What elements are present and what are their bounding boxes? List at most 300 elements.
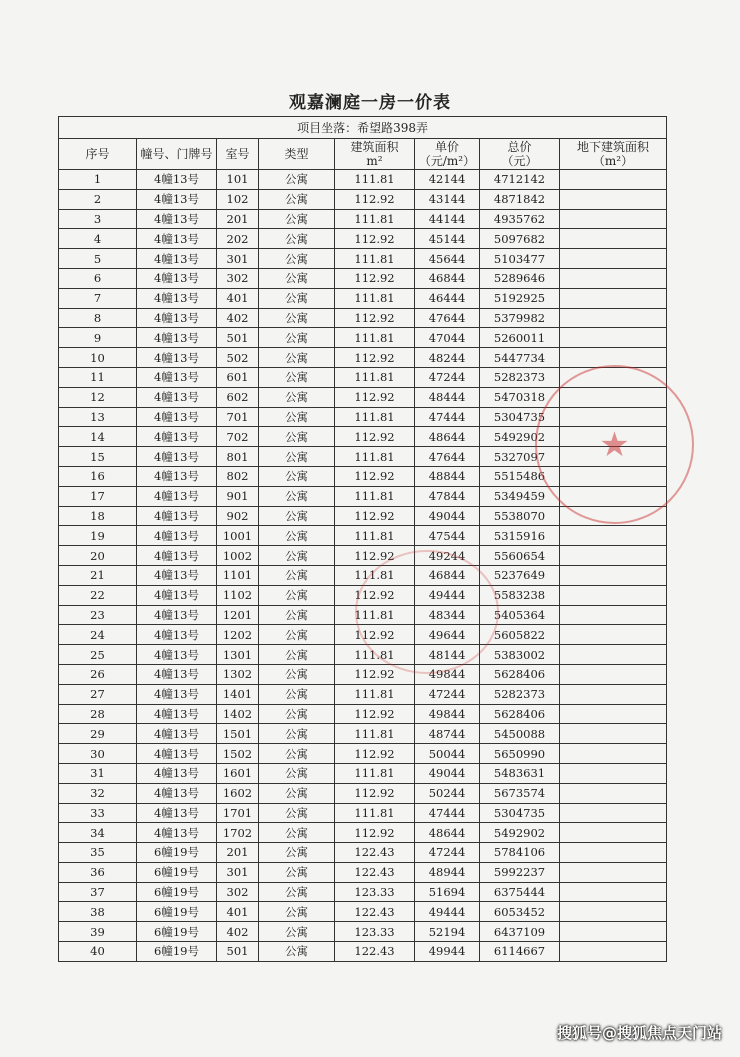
column-header: 序号 (59, 139, 137, 170)
floor-area-cell: 111.81 (335, 209, 415, 229)
unit-type-cell: 公寓 (259, 308, 335, 328)
table-row (59, 447, 667, 467)
building-number-cell: 4幢13号 (137, 565, 217, 585)
unit-price-cell: 47844 (415, 486, 480, 506)
room-number-cell: 1602 (217, 783, 259, 803)
underground-area-cell (560, 486, 667, 506)
building-number-cell: 4幢13号 (137, 664, 217, 684)
unit-price-cell: 45644 (415, 249, 480, 269)
row-index-cell: 7 (59, 288, 137, 308)
building-number-cell: 4幢13号 (137, 427, 217, 447)
row-index-cell: 17 (59, 486, 137, 506)
column-header: 类型 (259, 139, 335, 170)
floor-area-cell: 112.92 (335, 625, 415, 645)
total-price-cell: 5282373 (480, 367, 560, 387)
unit-price-cell: 47544 (415, 526, 480, 546)
row-index-cell: 29 (59, 724, 137, 744)
total-price-cell: 5237649 (480, 565, 560, 585)
total-price-cell: 5379982 (480, 308, 560, 328)
room-number-cell: 801 (217, 447, 259, 467)
row-index-cell: 20 (59, 546, 137, 566)
seal-star-icon: ★ (599, 424, 630, 465)
unit-price-cell: 48344 (415, 605, 480, 625)
unit-price-cell: 43144 (415, 189, 480, 209)
floor-area-cell: 111.81 (335, 170, 415, 190)
row-index-cell: 16 (59, 466, 137, 486)
building-number-cell: 4幢13号 (137, 783, 217, 803)
table-row (59, 209, 667, 229)
room-number-cell: 1502 (217, 744, 259, 764)
underground-area-cell (560, 565, 667, 585)
unit-type-cell: 公寓 (259, 724, 335, 744)
building-number-cell: 4幢13号 (137, 645, 217, 665)
building-number-cell: 4幢13号 (137, 724, 217, 744)
row-index-cell: 8 (59, 308, 137, 328)
watermark-footer: 搜狐号@搜狐焦点天门站 (556, 1024, 722, 1042)
building-number-cell: 4幢13号 (137, 823, 217, 843)
floor-area-cell: 112.92 (335, 664, 415, 684)
row-index-cell: 15 (59, 447, 137, 467)
building-number-cell: 4幢13号 (137, 367, 217, 387)
table-row (59, 170, 667, 190)
row-index-cell: 28 (59, 704, 137, 724)
building-number-cell: 6幢19号 (137, 882, 217, 902)
room-number-cell: 101 (217, 170, 259, 190)
row-index-cell: 36 (59, 862, 137, 882)
column-header: 地下建筑面积 （m²） (560, 139, 667, 170)
building-number-cell: 4幢13号 (137, 407, 217, 427)
table-row (59, 229, 667, 249)
floor-area-cell: 112.92 (335, 348, 415, 368)
room-number-cell: 1202 (217, 625, 259, 645)
row-index-cell: 25 (59, 645, 137, 665)
table-row (59, 427, 667, 447)
underground-area-cell (560, 170, 667, 190)
unit-type-cell: 公寓 (259, 288, 335, 308)
underground-area-cell (560, 724, 667, 744)
room-number-cell: 1702 (217, 823, 259, 843)
underground-area-cell (560, 506, 667, 526)
room-number-cell: 201 (217, 209, 259, 229)
floor-area-cell: 111.81 (335, 605, 415, 625)
unit-type-cell: 公寓 (259, 922, 335, 942)
table-row (59, 724, 667, 744)
room-number-cell: 301 (217, 249, 259, 269)
building-number-cell: 4幢13号 (137, 249, 217, 269)
underground-area-cell (560, 744, 667, 764)
table-row (59, 704, 667, 724)
row-index-cell: 14 (59, 427, 137, 447)
unit-price-cell: 47644 (415, 308, 480, 328)
underground-area-cell (560, 328, 667, 348)
unit-price-cell: 45144 (415, 229, 480, 249)
building-number-cell: 4幢13号 (137, 486, 217, 506)
total-price-cell: 6053452 (480, 902, 560, 922)
unit-type-cell: 公寓 (259, 249, 335, 269)
building-number-cell: 6幢19号 (137, 843, 217, 863)
total-price-cell: 5097682 (480, 229, 560, 249)
building-number-cell: 6幢19号 (137, 862, 217, 882)
unit-price-cell: 48444 (415, 387, 480, 407)
table-row (59, 308, 667, 328)
table-row (59, 407, 667, 427)
table-row (59, 645, 667, 665)
row-index-cell: 37 (59, 882, 137, 902)
floor-area-cell: 112.92 (335, 585, 415, 605)
unit-type-cell: 公寓 (259, 645, 335, 665)
row-index-cell: 13 (59, 407, 137, 427)
total-price-cell: 5784106 (480, 843, 560, 863)
floor-area-cell: 111.81 (335, 645, 415, 665)
table-row (59, 585, 667, 605)
total-price-cell: 5304735 (480, 407, 560, 427)
floor-area-cell: 122.43 (335, 862, 415, 882)
table-row (59, 763, 667, 783)
table-row (59, 843, 667, 863)
room-number-cell: 701 (217, 407, 259, 427)
underground-area-cell (560, 922, 667, 942)
row-index-cell: 19 (59, 526, 137, 546)
unit-price-cell: 52194 (415, 922, 480, 942)
address-cell: 项目坐落：希望路398弄 (59, 117, 667, 139)
underground-area-cell (560, 843, 667, 863)
unit-type-cell: 公寓 (259, 763, 335, 783)
page-title: 观嘉澜庭一房一价表 (289, 93, 451, 113)
row-index-cell: 24 (59, 625, 137, 645)
table-row (59, 466, 667, 486)
total-price-cell: 5315916 (480, 526, 560, 546)
table-row (59, 367, 667, 387)
unit-price-cell: 49044 (415, 763, 480, 783)
floor-area-cell: 112.92 (335, 308, 415, 328)
room-number-cell: 401 (217, 902, 259, 922)
floor-area-cell: 111.81 (335, 565, 415, 585)
table-row (59, 744, 667, 764)
building-number-cell: 6幢19号 (137, 902, 217, 922)
unit-price-cell: 48844 (415, 466, 480, 486)
room-number-cell: 1001 (217, 526, 259, 546)
total-price-cell: 6114667 (480, 942, 560, 962)
unit-price-cell: 51694 (415, 882, 480, 902)
total-price-cell: 5650990 (480, 744, 560, 764)
underground-area-cell (560, 526, 667, 546)
room-number-cell: 502 (217, 348, 259, 368)
row-index-cell: 38 (59, 902, 137, 922)
floor-area-cell: 111.81 (335, 724, 415, 744)
floor-area-cell: 111.81 (335, 328, 415, 348)
underground-area-cell (560, 268, 667, 288)
room-number-cell: 401 (217, 288, 259, 308)
unit-price-cell: 48244 (415, 348, 480, 368)
building-number-cell: 6幢19号 (137, 942, 217, 962)
unit-type-cell: 公寓 (259, 407, 335, 427)
room-number-cell: 501 (217, 328, 259, 348)
underground-area-cell (560, 625, 667, 645)
floor-area-cell: 111.81 (335, 447, 415, 467)
row-index-cell: 22 (59, 585, 137, 605)
unit-type-cell: 公寓 (259, 486, 335, 506)
total-price-cell: 5492902 (480, 823, 560, 843)
row-index-cell: 34 (59, 823, 137, 843)
column-header: 室号 (217, 139, 259, 170)
unit-price-cell: 48644 (415, 427, 480, 447)
total-price-cell: 5447734 (480, 348, 560, 368)
underground-area-cell (560, 664, 667, 684)
unit-price-cell: 49244 (415, 546, 480, 566)
unit-price-cell: 47644 (415, 447, 480, 467)
total-price-cell: 5349459 (480, 486, 560, 506)
floor-area-cell: 122.43 (335, 942, 415, 962)
underground-area-cell (560, 288, 667, 308)
total-price-cell: 5304735 (480, 803, 560, 823)
table-row (59, 486, 667, 506)
underground-area-cell (560, 367, 667, 387)
row-index-cell: 9 (59, 328, 137, 348)
room-number-cell: 1201 (217, 605, 259, 625)
table-row (59, 684, 667, 704)
underground-area-cell (560, 546, 667, 566)
unit-type-cell: 公寓 (259, 902, 335, 922)
row-index-cell: 26 (59, 664, 137, 684)
room-number-cell: 102 (217, 189, 259, 209)
room-number-cell: 702 (217, 427, 259, 447)
row-index-cell: 31 (59, 763, 137, 783)
total-price-cell: 4871842 (480, 189, 560, 209)
total-price-cell: 6437109 (480, 922, 560, 942)
unit-type-cell: 公寓 (259, 189, 335, 209)
building-number-cell: 4幢13号 (137, 308, 217, 328)
floor-area-cell: 111.81 (335, 249, 415, 269)
row-index-cell: 27 (59, 684, 137, 704)
unit-price-cell: 47244 (415, 367, 480, 387)
unit-price-cell: 50044 (415, 744, 480, 764)
building-number-cell: 4幢13号 (137, 447, 217, 467)
building-number-cell: 4幢13号 (137, 625, 217, 645)
unit-price-cell: 47444 (415, 803, 480, 823)
table-row (59, 823, 667, 843)
unit-type-cell: 公寓 (259, 803, 335, 823)
building-number-cell: 4幢13号 (137, 585, 217, 605)
column-header: 单价 （元/m²） (415, 139, 480, 170)
row-index-cell: 30 (59, 744, 137, 764)
unit-price-cell: 46844 (415, 565, 480, 585)
underground-area-cell (560, 209, 667, 229)
underground-area-cell (560, 387, 667, 407)
room-number-cell: 802 (217, 466, 259, 486)
table-row (59, 526, 667, 546)
floor-area-cell: 123.33 (335, 882, 415, 902)
floor-area-cell: 111.81 (335, 367, 415, 387)
unit-type-cell: 公寓 (259, 704, 335, 724)
underground-area-cell (560, 407, 667, 427)
underground-area-cell (560, 605, 667, 625)
underground-area-cell (560, 466, 667, 486)
unit-price-cell: 42144 (415, 170, 480, 190)
row-index-cell: 40 (59, 942, 137, 962)
floor-area-cell: 112.92 (335, 823, 415, 843)
total-price-cell: 5483631 (480, 763, 560, 783)
table-row (59, 605, 667, 625)
floor-area-cell: 112.92 (335, 546, 415, 566)
unit-type-cell: 公寓 (259, 229, 335, 249)
unit-type-cell: 公寓 (259, 843, 335, 863)
floor-area-cell: 112.92 (335, 506, 415, 526)
unit-type-cell: 公寓 (259, 466, 335, 486)
unit-type-cell: 公寓 (259, 684, 335, 704)
floor-area-cell: 123.33 (335, 922, 415, 942)
floor-area-cell: 122.43 (335, 843, 415, 863)
total-price-cell: 5450088 (480, 724, 560, 744)
room-number-cell: 202 (217, 229, 259, 249)
underground-area-cell (560, 684, 667, 704)
underground-area-cell (560, 862, 667, 882)
row-index-cell: 12 (59, 387, 137, 407)
total-price-cell: 5192925 (480, 288, 560, 308)
unit-price-cell: 44144 (415, 209, 480, 229)
unit-type-cell: 公寓 (259, 348, 335, 368)
total-price-cell: 4935762 (480, 209, 560, 229)
column-header: 建筑面积 m² (335, 139, 415, 170)
unit-price-cell: 49444 (415, 585, 480, 605)
unit-type-cell: 公寓 (259, 565, 335, 585)
row-index-cell: 6 (59, 268, 137, 288)
room-number-cell: 301 (217, 862, 259, 882)
unit-type-cell: 公寓 (259, 268, 335, 288)
row-index-cell: 2 (59, 189, 137, 209)
building-number-cell: 4幢13号 (137, 684, 217, 704)
unit-price-cell: 49044 (415, 506, 480, 526)
unit-type-cell: 公寓 (259, 427, 335, 447)
unit-price-cell: 49944 (415, 942, 480, 962)
unit-price-cell: 48944 (415, 862, 480, 882)
unit-type-cell: 公寓 (259, 942, 335, 962)
room-number-cell: 1401 (217, 684, 259, 704)
room-number-cell: 901 (217, 486, 259, 506)
table-row (59, 664, 667, 684)
row-index-cell: 10 (59, 348, 137, 368)
building-number-cell: 4幢13号 (137, 546, 217, 566)
room-number-cell: 302 (217, 268, 259, 288)
building-number-cell: 4幢13号 (137, 229, 217, 249)
room-number-cell: 402 (217, 922, 259, 942)
unit-type-cell: 公寓 (259, 447, 335, 467)
floor-area-cell: 111.81 (335, 803, 415, 823)
unit-type-cell: 公寓 (259, 585, 335, 605)
unit-type-cell: 公寓 (259, 170, 335, 190)
underground-area-cell (560, 783, 667, 803)
table-row (59, 268, 667, 288)
building-number-cell: 4幢13号 (137, 605, 217, 625)
building-number-cell: 4幢13号 (137, 763, 217, 783)
table-row (59, 862, 667, 882)
table-row (59, 249, 667, 269)
table-row (59, 922, 667, 942)
unit-type-cell: 公寓 (259, 625, 335, 645)
unit-type-cell: 公寓 (259, 546, 335, 566)
total-price-cell: 5260011 (480, 328, 560, 348)
room-number-cell: 1101 (217, 565, 259, 585)
underground-area-cell (560, 704, 667, 724)
underground-area-cell (560, 585, 667, 605)
table-row (59, 288, 667, 308)
unit-type-cell: 公寓 (259, 328, 335, 348)
unit-type-cell: 公寓 (259, 387, 335, 407)
underground-area-cell (560, 447, 667, 467)
total-price-cell: 4712142 (480, 170, 560, 190)
table-row (59, 803, 667, 823)
table-row (59, 546, 667, 566)
building-number-cell: 6幢19号 (137, 922, 217, 942)
floor-area-cell: 111.81 (335, 407, 415, 427)
floor-area-cell: 122.43 (335, 902, 415, 922)
table-row (59, 387, 667, 407)
unit-price-cell: 47444 (415, 407, 480, 427)
building-number-cell: 4幢13号 (137, 348, 217, 368)
unit-type-cell: 公寓 (259, 526, 335, 546)
table-row (59, 565, 667, 585)
underground-area-cell (560, 803, 667, 823)
unit-price-cell: 47244 (415, 843, 480, 863)
underground-area-cell (560, 427, 667, 447)
underground-area-cell (560, 942, 667, 962)
underground-area-cell (560, 308, 667, 328)
room-number-cell: 501 (217, 942, 259, 962)
floor-area-cell: 111.81 (335, 288, 415, 308)
unit-type-cell: 公寓 (259, 605, 335, 625)
underground-area-cell (560, 902, 667, 922)
total-price-cell: 5628406 (480, 704, 560, 724)
floor-area-cell: 112.92 (335, 189, 415, 209)
building-number-cell: 4幢13号 (137, 526, 217, 546)
unit-type-cell: 公寓 (259, 882, 335, 902)
unit-price-cell: 49844 (415, 704, 480, 724)
room-number-cell: 302 (217, 882, 259, 902)
unit-price-cell: 48744 (415, 724, 480, 744)
room-number-cell: 1302 (217, 664, 259, 684)
underground-area-cell (560, 189, 667, 209)
total-price-cell: 5383002 (480, 645, 560, 665)
total-price-cell: 5605822 (480, 625, 560, 645)
unit-price-cell: 50244 (415, 783, 480, 803)
row-index-cell: 35 (59, 843, 137, 863)
row-index-cell: 11 (59, 367, 137, 387)
building-number-cell: 4幢13号 (137, 506, 217, 526)
row-index-cell: 33 (59, 803, 137, 823)
total-price-cell: 5492902 (480, 427, 560, 447)
room-number-cell: 1002 (217, 546, 259, 566)
unit-type-cell: 公寓 (259, 783, 335, 803)
total-price-cell: 5992237 (480, 862, 560, 882)
floor-area-cell: 111.81 (335, 684, 415, 704)
table-row (59, 625, 667, 645)
underground-area-cell (560, 249, 667, 269)
underground-area-cell (560, 823, 667, 843)
unit-price-cell: 49444 (415, 902, 480, 922)
room-number-cell: 1601 (217, 763, 259, 783)
floor-area-cell: 111.81 (335, 526, 415, 546)
unit-price-cell: 48644 (415, 823, 480, 843)
column-header: 幢号、门牌号 (137, 139, 217, 170)
room-number-cell: 1701 (217, 803, 259, 823)
total-price-cell: 5405364 (480, 605, 560, 625)
total-price-cell: 5628406 (480, 664, 560, 684)
total-price-cell: 5470318 (480, 387, 560, 407)
unit-type-cell: 公寓 (259, 209, 335, 229)
table-row (59, 902, 667, 922)
floor-area-cell: 112.92 (335, 229, 415, 249)
floor-area-cell: 111.81 (335, 763, 415, 783)
row-index-cell: 21 (59, 565, 137, 585)
